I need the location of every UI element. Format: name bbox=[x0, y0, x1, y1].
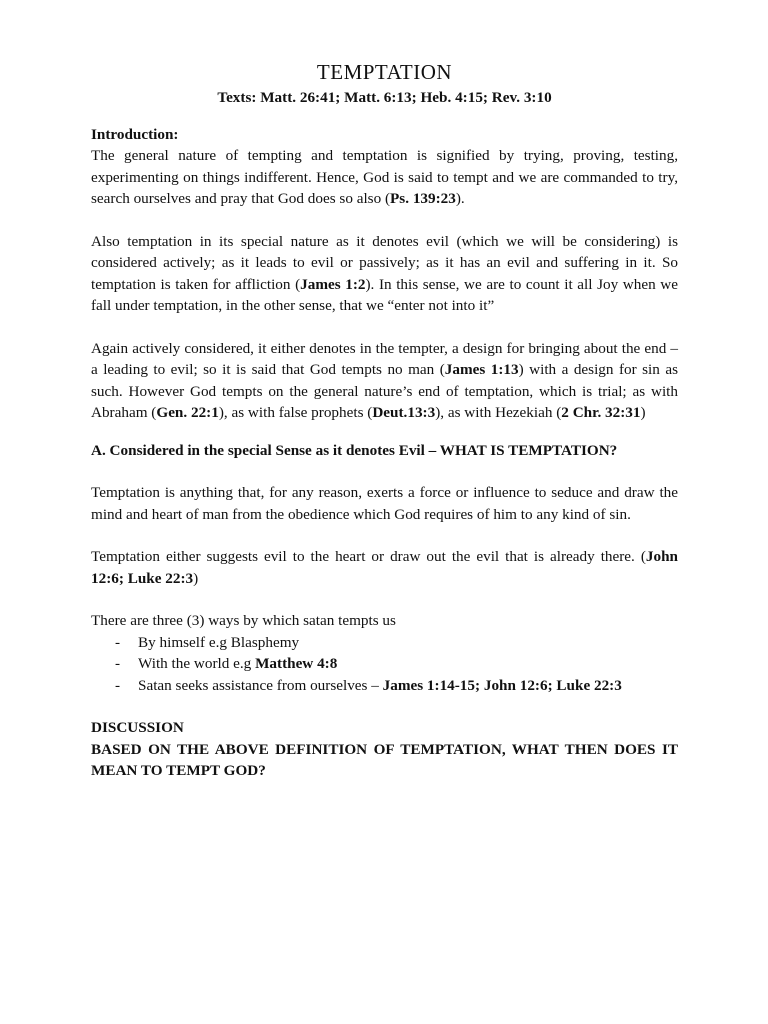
intro-p2-end: ). In this sense, we are to count it all Joy when we fall under temptation, in the other sense, that we “enter not into it” bbox=[91, 275, 678, 314]
intro-p3-text: ) with a design for sin as such. However God tempts on the general nature’s end of temptation, which is trial; as with Abraham ( bbox=[91, 361, 678, 421]
scripture-ref: Matthew 4:8 bbox=[255, 655, 338, 672]
document-page bbox=[91, 58, 678, 782]
dash-bullet: - bbox=[115, 676, 121, 694]
list-item bbox=[115, 675, 678, 697]
discussion-question: BASED ON THE ABOVE DEFINITION OF TEMPTATION, WHAT THEN DOES IT MEAN TO TEMPT GOD? bbox=[91, 740, 678, 779]
section-a-heading: A. Considered in the special Sense as it denotes Evil – WHAT IS TEMPTATION? bbox=[91, 441, 618, 459]
scripture-ref: James 1:14-15; John 12:6; Luke 22:3 bbox=[382, 676, 622, 694]
intro-paragraph-2 bbox=[91, 231, 678, 317]
scripture-ref: John 12:6; Luke 22:3 bbox=[91, 548, 678, 587]
scripture-texts: Texts: Matt. 26:41; Matt. 6:13; Heb. 4:15; Rev. 3:10 bbox=[217, 89, 552, 106]
intro-p1-text: The general nature of tempting and temptation is signified by trying, proving, testing, experimenting on things indifferent. Hence, God is said to tempt and we are commanded to try, search ourselves and pray that God does so also ( bbox=[91, 147, 678, 207]
scripture-ref: Gen. 22:1 bbox=[156, 404, 219, 421]
ways-list bbox=[91, 632, 678, 697]
scripture-ref: 2 Chr. 32:31 bbox=[561, 404, 641, 421]
intro-p3-text: ), as with false prophets ( bbox=[218, 404, 373, 421]
discussion-heading: DISCUSSION bbox=[91, 719, 184, 736]
way-text: Satan seeks assistance from ourselves – bbox=[138, 676, 383, 694]
intro-paragraph-3 bbox=[91, 338, 678, 424]
document-title: TEMPTATION bbox=[316, 60, 453, 84]
section-a-paragraph-1: Temptation is anything that, for any reason, exerts a force or influence to seduce and draw the mind and heart of man from the obedience which God requires of him to any kind of sin. bbox=[91, 484, 678, 523]
section-a-paragraph-2 bbox=[91, 546, 678, 589]
section-a-p2-end: ) bbox=[193, 569, 199, 587]
section-a-p2-text: Temptation either suggests evil to the heart or draw out the evil that is already there. ( bbox=[91, 548, 646, 565]
scripture-ref: Deut.13:3 bbox=[372, 404, 436, 421]
list-item bbox=[115, 653, 678, 675]
way-text: With the world e.g bbox=[138, 655, 256, 672]
dash-bullet: - bbox=[115, 655, 121, 672]
introduction-heading: Introduction: bbox=[91, 125, 179, 143]
scripture-ref: Ps. 139:23 bbox=[390, 190, 456, 207]
intro-paragraph-1 bbox=[91, 145, 678, 210]
intro-p3-text: ) bbox=[640, 404, 646, 421]
way-text: By himself e.g Blasphemy bbox=[138, 633, 300, 651]
intro-p3-text: ), as with Hezekiah ( bbox=[435, 404, 562, 421]
scripture-ref: James 1:13 bbox=[444, 361, 519, 378]
scripture-ref: James 1:2 bbox=[300, 275, 366, 293]
intro-p1-end: ). bbox=[455, 190, 465, 207]
list-item bbox=[115, 632, 678, 654]
intro-p3-text: Again actively considered, it either denotes in the tempter, a design for bringing about the end – a leading to evil; so it is said that God tempts no man ( bbox=[91, 339, 678, 378]
intro-p2-text: Also temptation in its special nature as it denotes evil (which we will be considering) is considered actively; as it leads to evil or passively; as it has an evil and suffering in it. So temptation is taken for affliction ( bbox=[91, 232, 678, 293]
dash-bullet: - bbox=[115, 633, 121, 651]
ways-intro: There are three (3) ways by which satan tempts us bbox=[91, 612, 396, 629]
